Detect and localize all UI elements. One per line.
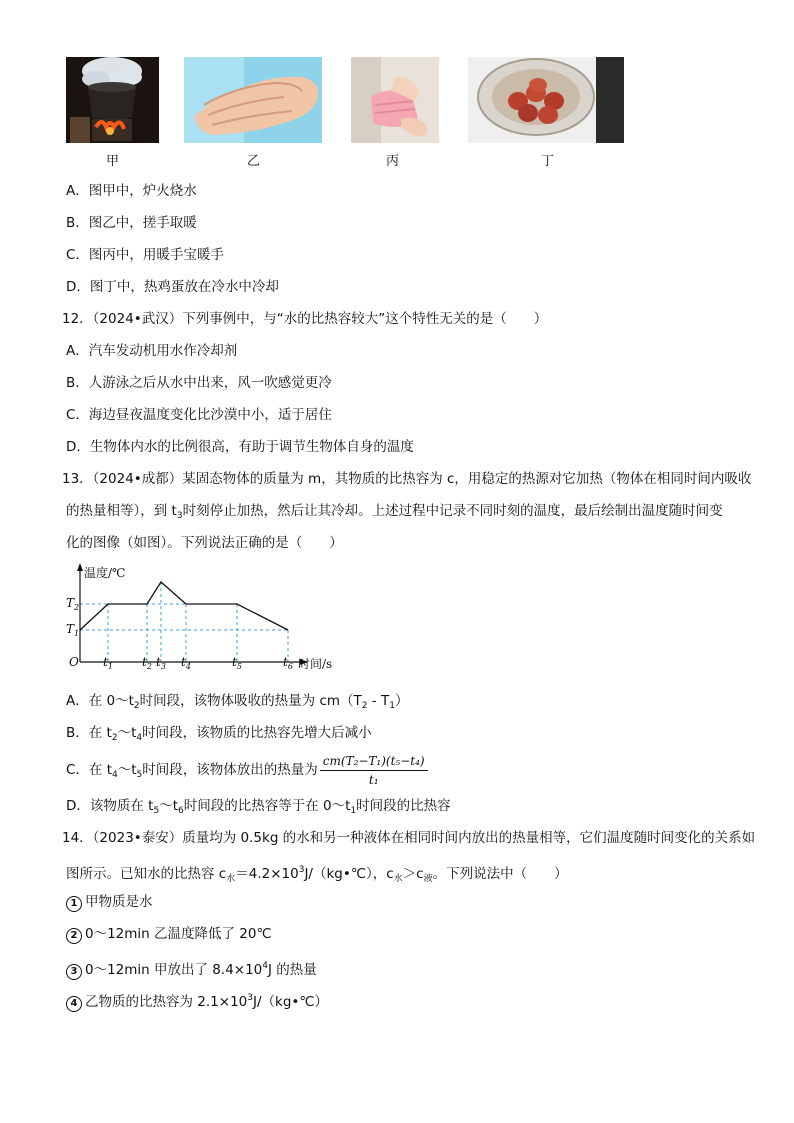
q14-stem-line1: 14．（2023•泰安）质量均为 0.5kg 的水和另一种液体在相同时间内放出的热量相等，它们温度随时间变化的关系如 <box>62 830 756 846</box>
q12-option-a: A．汽车发动机用水作冷却剂 <box>66 343 238 359</box>
q14-item-1: 1 甲物质是水 <box>66 893 153 912</box>
x-axis-label: 时间/s <box>298 657 333 671</box>
q11-option-d: D．图丁中，热鸡蛋放在冷水中冷却 <box>66 279 279 295</box>
circled-number: 4 <box>66 996 82 1012</box>
y-axis-label: 温度/℃ <box>84 566 126 580</box>
y-axis-arrow <box>77 563 83 571</box>
q13-option-c: C．在 $t_4\sim t_5$时间段，该物体放出的热量为 $\frac{\text{cm(T₂−T₁)(t₅−t₄)}}{\text{t₁}}$ <box>66 750 428 795</box>
origin-label: O <box>69 655 79 669</box>
q11-option-c: C．图丙中，用暖手宝暖手 <box>66 247 224 263</box>
stove-boiling-water-icon <box>66 57 159 143</box>
x-tick-t2: $t_2$ <box>142 655 152 671</box>
y-tick-T2: $T_2$ <box>66 596 80 612</box>
hand-warmer-image <box>351 57 439 143</box>
q11-option-a: A．图甲中，炉火烧水 <box>66 183 197 199</box>
q11-option-b: B．图乙中，搓手取暖 <box>66 215 197 231</box>
stove-boiling-water-image <box>66 57 159 143</box>
x-tick-t1: $t_1$ <box>103 655 113 671</box>
x-tick-t3: $t_3$ <box>156 655 166 671</box>
x-tick-t5: $t_5$ <box>232 655 242 671</box>
q12-stem: 12．（2024•武汉）下列事例中，与“水的比热容较大”这个特性无关的是（ ） <box>62 311 548 327</box>
q13-option-b: B．在 $t_2\sim t_4$时间段，该物质的比热容先增大后减小 <box>66 725 372 743</box>
q13-stem-line3: 化的图像（如图）。下列说法正确的是（ ） <box>66 535 343 551</box>
q13-stem-line2: 的热量相等），到 $t_3$时刻停止加热，然后让其冷却。上述过程中记录不同时刻的温度，最后绘制出温度随时间变 <box>66 503 723 521</box>
q12-option-d: D．生物体内水的比例很高，有助于调节生物体自身的温度 <box>66 439 414 455</box>
eggs-in-bowl-icon <box>468 57 624 143</box>
q13-option-d: D．该物质在 $t_5\sim t_6$时间段的比热容等于在 $0\sim t_1$时间段的比热容 <box>66 798 451 816</box>
caption-jia: 甲 <box>106 154 120 169</box>
heat-fraction: $\frac{\text{cm(T₂−T₁)(t₅−t₄)}}{\text{t₁}}$ <box>320 753 428 788</box>
q14-item-4: 4 乙物质的比热容为 $2.1\times 10^3J/(kg•℃)$ <box>66 989 328 1012</box>
circled-number: 2 <box>66 928 82 944</box>
y-tick-T1: $T_1$ <box>66 622 80 638</box>
eggs-in-bowl-image <box>468 57 624 143</box>
x-tick-t4: $t_4$ <box>181 655 191 671</box>
caption-yi: 乙 <box>247 154 261 169</box>
hand-warmer-icon <box>351 57 439 143</box>
q14-item-2: 2 0～12min 乙温度降低了 20℃ <box>66 925 272 944</box>
temperature-time-chart <box>62 560 352 676</box>
q13-stem-line1: 13．（2024•成都）某固态物体的质量为 m，其物质的比热容为 c，用稳定的热源对它加热（物体在相同时间内吸收 <box>62 471 752 487</box>
rubbing-hands-image <box>184 57 322 143</box>
temperature-curve <box>80 582 288 630</box>
circled-number: 3 <box>66 964 82 980</box>
circled-number: 1 <box>66 896 82 912</box>
caption-ding: 丁 <box>541 154 555 169</box>
q14-item-3: 3 0～12min 甲放出了 $8.4\times 10^4J$ 的热量 <box>66 957 317 980</box>
q12-option-b: B．人游泳之后从水中出来，风一吹感觉更冷 <box>66 375 332 391</box>
q13-option-a: A．在 $0\sim t_2$时间段，该物体吸收的热量为 $cm(T_2 - T_1)$ <box>66 693 409 711</box>
x-tick-t6: $t_6$ <box>283 655 293 671</box>
q12-option-c: C．海边昼夜温度变化比沙漠中小，适于居住 <box>66 407 332 423</box>
rubbing-hands-icon <box>184 57 322 143</box>
q14-stem-line2: 图所示。已知水的比热容 $c_水=4.2\times 10^3J/(kg•℃)$，$c_水>c_液$。下列说法中（ ） <box>66 865 568 884</box>
caption-bing: 丙 <box>386 154 400 169</box>
